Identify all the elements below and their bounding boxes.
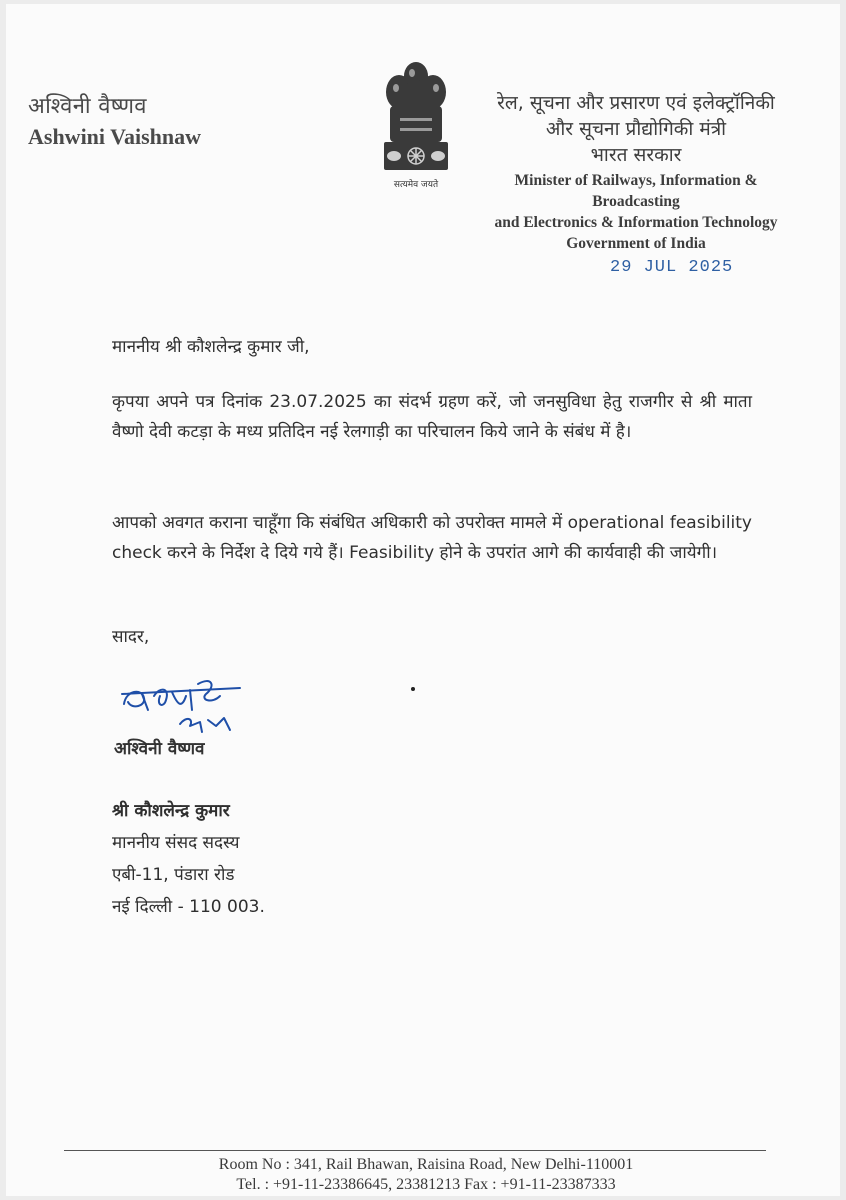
designation-hindi-line-2: और सूचना प्रौद्योगिकी मंत्री (545, 118, 727, 140)
closing: सादर, (112, 627, 150, 647)
footer-contact: Tel. : +91-11-23386645, 23381213 Fax : +91-11-23387333 (236, 1176, 616, 1193)
letter-paragraph-2: आपको अवगत कराना चाहूँगा कि संबंधित अधिकारी को उपरोक्त मामले में operational feasibility check करने के निर्देश दे दिये गये हैं। Feasibility होने के उपरांत आगे की कार्यवाही की जायेगी। (112, 513, 752, 563)
designation-english-line-3: Government of India (566, 235, 706, 252)
state-emblem-icon (376, 56, 456, 196)
salutation: माननीय श्री कौशलेन्द्र कुमार जी, (112, 337, 310, 357)
designation-english-line-1: Minister of Railways, Information & Broadcasting (514, 172, 758, 210)
sender-name-hindi: अश्विनी वैष्णव (28, 94, 147, 119)
designation-hindi-line-3: भारत सरकार (590, 144, 682, 166)
recipient-address-line-2: नई दिल्ली - 110 003. (112, 897, 265, 917)
recipient-address-line-1: एबी-11, पंडारा रोड (112, 865, 235, 885)
lion-capital-icon (376, 56, 456, 181)
designation-hindi-line-1: रेल, सूचना और प्रसारण एवं इलेक्ट्रॉनिकी (497, 92, 775, 114)
recipient-name: श्री कौशलेन्द्र कुमार (112, 801, 230, 821)
designation-english-line-2: and Electronics & Information Technology (494, 214, 778, 231)
date-stamp: 29 JUL 2025 (610, 258, 734, 277)
recipient-title: माननीय संसद सदस्य (112, 833, 240, 853)
footer-divider (64, 1150, 766, 1151)
letter-page (6, 4, 840, 1196)
footer-address: Room No : 341, Rail Bhawan, Raisina Road, New Delhi-110001 (218, 1156, 634, 1173)
ink-dot (411, 687, 415, 691)
minister-designation (476, 90, 796, 254)
signatory-name: अश्विनी वैष्णव (114, 739, 205, 759)
emblem-motto: सत्यमेव जयते (393, 180, 439, 190)
handwritten-signature (120, 666, 250, 744)
letter-paragraph-1: कृपया अपने पत्र दिनांक 23.07.2025 का संदर्भ ग्रहण करें, जो जनसुविधा हेतु राजगीर से श्री माता वैष्णो देवी कटड़ा के मध्य प्रतिदिन नई रेलगाड़ी का परिचालन किये जाने के संबंध में है। (112, 392, 752, 442)
sender-name-english: Ashwini Vaishnaw (28, 124, 202, 149)
